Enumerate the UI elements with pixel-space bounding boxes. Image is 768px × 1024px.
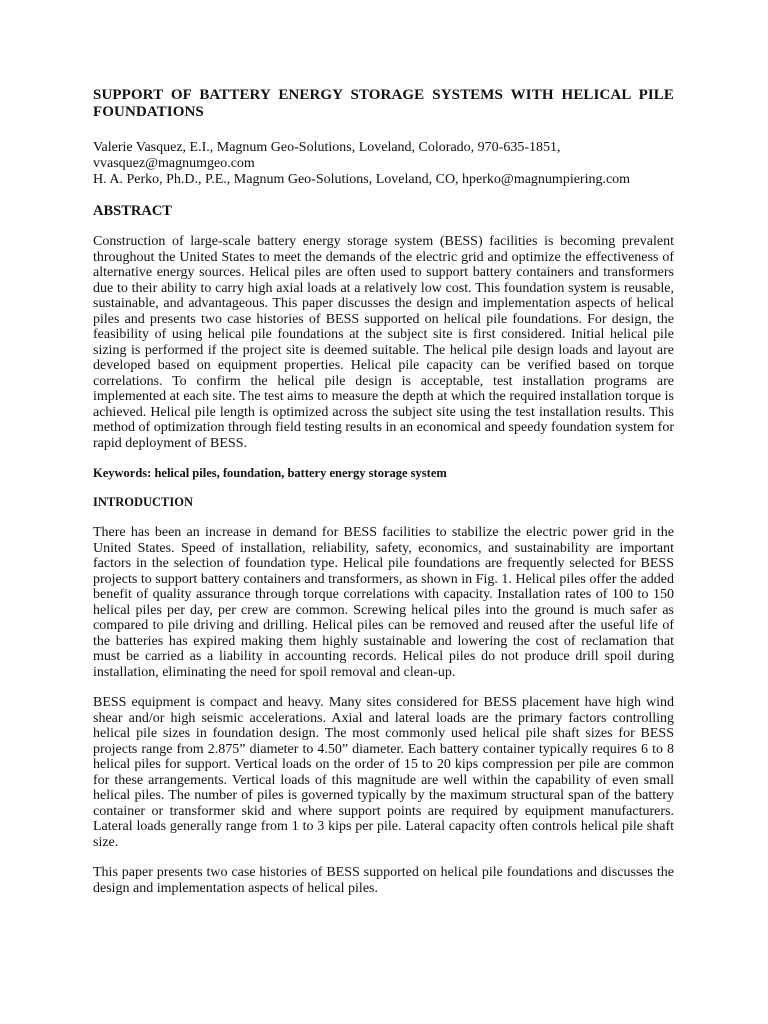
introduction-paragraph-3: This paper presents two case histories of BESS supported on helical pile foundations and discusses the design and implementation aspects of helical piles.	[93, 865, 674, 896]
abstract-text: Construction of large-scale battery energy storage system (BESS) facilities is becoming prevalent throughout the United States to meet the demands of the electric grid and optimize the effectiveness of alternative energy sources. Helical piles are often used to support battery containers and transformers due to their ability to carry high axial loads at a relatively low cost. This foundation system is reusable, sustainable, and advantageous. This paper discusses the design and implementation aspects of helical piles and presents two case histories of BESS supported on helical pile foundations. For design, the feasibility of using helical pile foundations at the subject site is first considered. Initial helical pile sizing is performed if the project site is deemed suitable. The helical pile design loads and layout are developed based on equipment properties. Helical pile capacity can be verified based on torque correlations. To confirm the helical pile design is acceptable, test installation programs are implemented at each site. The test aims to measure the depth at which the required installation torque is achieved. Helical pile length is optimized across the subject site using the test installation results. This method of optimization through field testing results in an economical and speedy foundation system for rapid deployment of BESS.	[93, 234, 674, 451]
paper-page	[93, 87, 674, 896]
introduction-paragraph-2: BESS equipment is compact and heavy. Many sites considered for BESS placement have high wind shear and/or high seismic accelerations. Axial and lateral loads are the primary factors controlling helical pile sizes in foundation design. The most commonly used helical pile shaft sizes for BESS projects range from 2.875” diameter to 4.50” diameter. Each battery container typically requires 6 to 8 helical piles for support. Vertical loads on the order of 15 to 20 kips compression per pile are common for these arrangements. Vertical loads of this magnitude are well within the capability of even small helical piles. The number of piles is governed typically by the maximum structural span of the battery container or transformer skid and where support points are required by equipment manufacturers. Lateral loads generally range from 1 to 3 kips per pile. Lateral capacity often controls helical pile shaft size.	[93, 695, 674, 850]
author-block	[93, 140, 674, 188]
introduction-heading: INTRODUCTION	[93, 495, 194, 509]
author-line-1: Valerie Vasquez, E.I., Magnum Geo-Solutions, Loveland, Colorado, 970-635-1851, vvasquez@magnumgeo.com	[93, 140, 561, 171]
paper-title: SUPPORT OF BATTERY ENERGY STORAGE SYSTEMS WITH HELICAL PILE FOUNDATIONS	[93, 87, 674, 120]
abstract-heading: ABSTRACT	[93, 203, 172, 219]
author-line-2: H. A. Perko, Ph.D., P.E., Magnum Geo-Solutions, Loveland, CO, hperko@magnumpiering.com	[93, 172, 631, 187]
keywords-line: Keywords: helical piles, foundation, battery energy storage system	[93, 466, 447, 480]
introduction-paragraph-1: There has been an increase in demand for BESS facilities to stabilize the electric power grid in the United States. Speed of installation, reliability, safety, economics, and sustainability are important factors in the selection of foundation type. Helical pile foundations are frequently selected for BESS projects to support battery containers and transformers, as shown in Fig. 1. Helical piles offer the added benefit of quality assurance through torque correlations with capacity. Installation rates of 100 to 150 helical piles per day, per crew are common. Screwing helical piles into the ground is much safer as compared to pile driving and drilling. Helical piles can be removed and reused after the useful life of the batteries has expired making them highly sustainable and lowering the cost of reclamation that must be carried as a liability in accounting records. Helical piles do not produce drill spoil during installation, eliminating the need for spoil removal and clean-up.	[93, 525, 674, 680]
